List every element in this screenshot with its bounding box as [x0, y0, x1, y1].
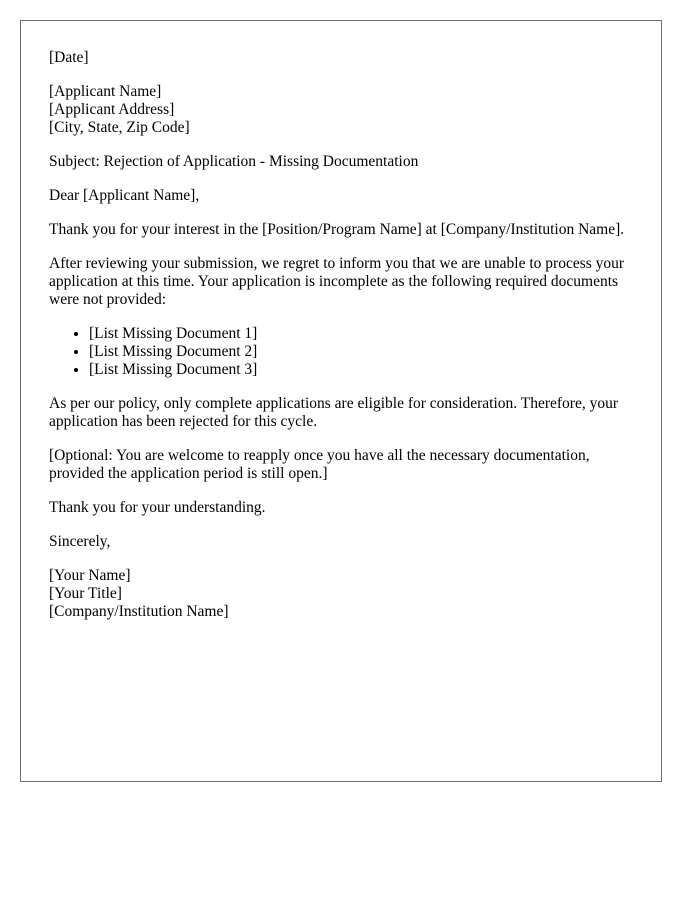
letter-date: [Date] [49, 49, 89, 66]
missing-document-item: • [List Missing Document 2] [89, 343, 633, 361]
recipient-city-state-zip: [City, State, Zip Code] [49, 119, 190, 136]
letter-closing: Sincerely, [49, 533, 111, 550]
letter-salutation: Dear [Applicant Name], [49, 187, 200, 204]
paragraph-policy: As per our policy, only complete applications are eligible for consideration. Therefore, your application has been rejected for this cycle. [49, 395, 619, 430]
signature-organization: [Company/Institution Name] [49, 603, 229, 620]
missing-documents-list [49, 325, 633, 379]
signature-name: [Your Name] [49, 567, 131, 584]
letter-subject: Subject: Rejection of Application - Missing Documentation [49, 153, 419, 170]
recipient-address: [Applicant Address] [49, 101, 175, 118]
signature-block [49, 567, 633, 621]
letter-page [20, 20, 662, 782]
recipient-name: [Applicant Name] [49, 83, 162, 100]
paragraph-reason: After reviewing your submission, we regret to inform you that we are unable to process your application at this time. Your application is incomplete as the following required documents were not provided: [49, 255, 625, 308]
missing-document-item: • [List Missing Document 3] [89, 361, 633, 379]
paragraph-intro: Thank you for your interest in the [Position/Program Name] at [Company/Institution Name]. [49, 221, 625, 238]
recipient-address-block [49, 83, 633, 137]
paragraph-thanks: Thank you for your understanding. [49, 499, 266, 516]
paragraph-optional: [Optional: You are welcome to reapply once you have all the necessary documentation, provided the application period is still open.] [49, 447, 590, 482]
signature-title: [Your Title] [49, 585, 122, 602]
missing-document-item: • [List Missing Document 1] [89, 325, 633, 343]
